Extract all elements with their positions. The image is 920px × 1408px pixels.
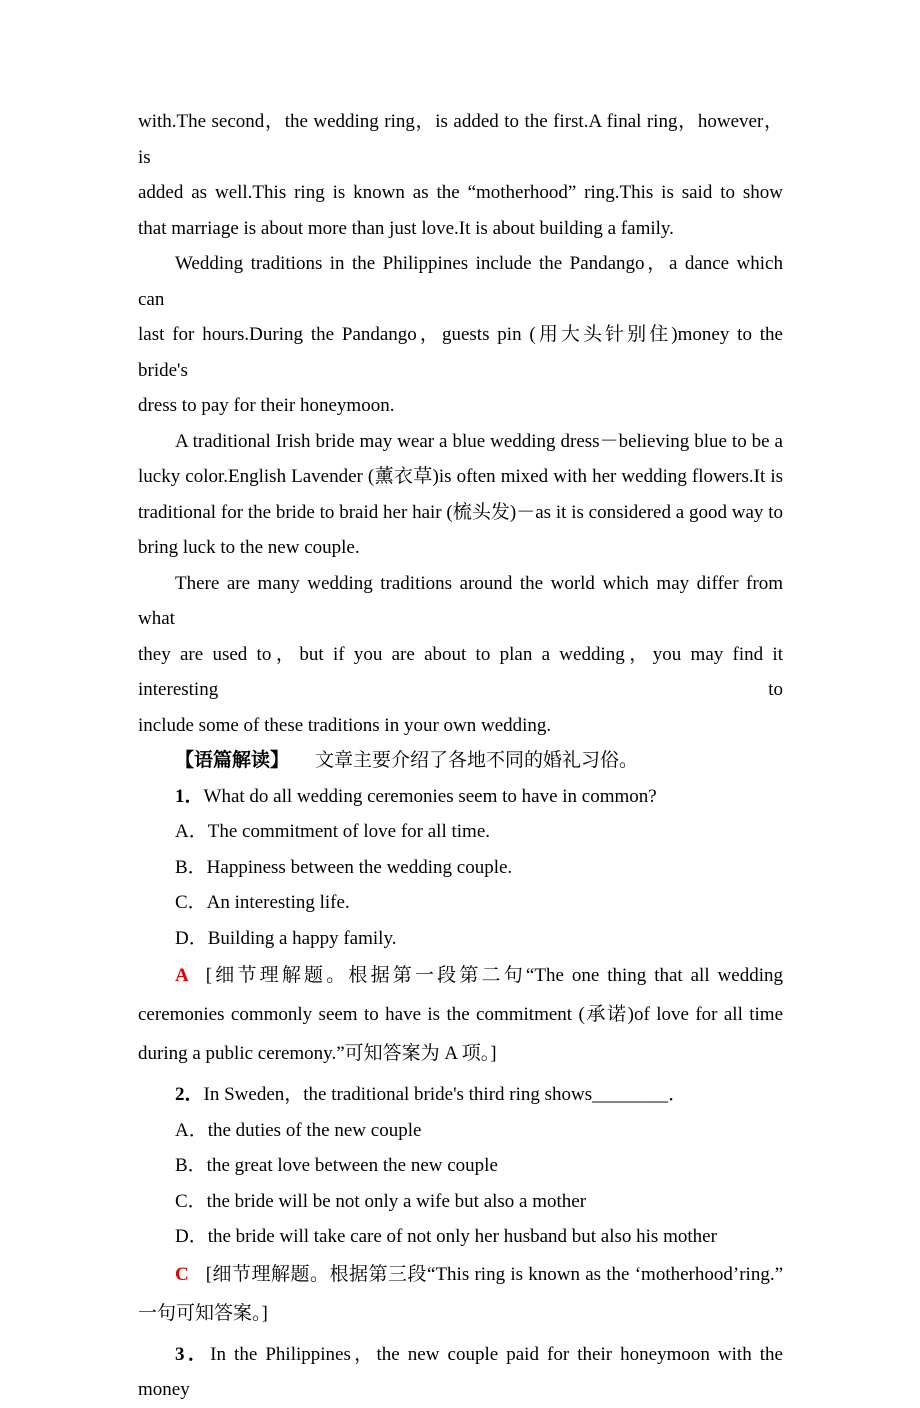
question-3-text: In the Philippines，the new couple paid for their honeymoon with the money	[138, 1343, 783, 1400]
answer-1-line-1-answer-letter: A	[175, 965, 189, 986]
passage-analysis-prefix: 【语篇解读】	[175, 750, 290, 771]
question-1-option-d-text: D．Building a happy family.	[175, 927, 397, 949]
answer-1-line-1-text: [细节理解题。根据第一段第二句“The one thing that all wedding	[205, 965, 783, 986]
article-p3-line-2-text: lucky color.English Lavender (薰衣草)is often mixed with her wedding flowers.It is	[138, 466, 783, 487]
answer-1-line-3-text: during a public ceremony.”可知答案为 A 项。]	[138, 1043, 497, 1064]
question-2-text: In Sweden，the traditional bride's third ring shows________．	[203, 1084, 688, 1105]
article-p4-line-3-text: include some of these traditions in your own wedding.	[138, 714, 552, 736]
question-2-option-c-text: C．the bride will be not only a wife but also a mother	[175, 1190, 587, 1212]
article-p1-line-2	[138, 175, 783, 211]
answer-1-line-2	[138, 995, 783, 1034]
question-1-option-b	[138, 850, 783, 886]
article-p1-line-2-text: added as well.This ring is known as the “motherhood” ring.This is said to show	[138, 182, 783, 203]
question-1-option-a	[138, 814, 783, 850]
answer-2-line-2	[138, 1294, 783, 1333]
question-2-option-b	[138, 1148, 783, 1184]
article-p3-line-4	[138, 530, 783, 566]
question-3-prefix: 3．	[175, 1343, 211, 1365]
article-p4-line-3	[138, 708, 783, 744]
question-1-option-b-text: B．Happiness between the wedding couple.	[175, 856, 513, 878]
question-2-option-a	[138, 1113, 783, 1149]
article-p3-line-1-text: A traditional Irish bride may wear a blue wedding dress－believing blue to be a	[175, 430, 783, 452]
article-p2-line-1	[138, 246, 783, 317]
question-2	[138, 1077, 783, 1113]
article-p4-line-2-text: they are used to，but if you are about to plan a wedding，you may find it interesting to	[138, 643, 783, 700]
passage-analysis	[138, 743, 783, 779]
article-p2-line-2	[138, 317, 783, 388]
article-p3-line-3	[138, 495, 783, 531]
question-1-option-a-text: A．The commitment of love for all time.	[175, 821, 491, 842]
article-p3-line-4-text: bring luck to the new couple.	[138, 537, 360, 558]
answer-2-line-2-text: 一句可知答案。]	[138, 1302, 268, 1324]
article-p3-line-1	[138, 424, 783, 460]
question-2-option-d	[138, 1219, 783, 1255]
question-1-text: What do all wedding ceremonies seem to have in common?	[203, 785, 657, 807]
article-p2-line-2-text: last for hours.During the Pandango，guests pin (用大头针别住)money to the bride's	[138, 324, 783, 381]
question-2-option-d-text: D．the bride will take care of not only her husband but also his mother	[175, 1226, 717, 1247]
answer-2-line-1-text: [细节理解题。根据第三段“This ring is known as the ‘motherhood’ring.”	[205, 1263, 783, 1285]
article-p3-line-2	[138, 459, 783, 495]
answer-1-line-1	[138, 956, 783, 995]
article-p4-line-1-text: There are many wedding traditions around the world which may differ from what	[138, 572, 783, 629]
article-p1-line-3-text: that marriage is about more than just love.It is about building a family.	[138, 217, 674, 239]
question-1-prefix: 1．	[175, 785, 204, 807]
passage-analysis-text: 文章主要介绍了各地不同的婚礼习俗。	[315, 750, 639, 771]
question-2-option-b-text: B．the great love between the new couple	[175, 1155, 498, 1176]
question-1-option-d	[138, 921, 783, 957]
answer-1-line-2-text: ceremonies commonly seem to have is the commitment (承诺)of love for all time	[138, 1004, 783, 1025]
question-2-prefix: 2．	[175, 1084, 204, 1105]
article-p2-line-1-text: Wedding traditions in the Philippines include the Pandango，a dance which can	[138, 253, 783, 310]
article-p1-line-1-text: with.The second，the wedding ring，is added to the first.A final ring，however，is	[138, 111, 783, 168]
question-2-option-c	[138, 1184, 783, 1220]
article-p2-line-3-text: dress to pay for their honeymoon.	[138, 395, 395, 416]
answer-2-line-1	[138, 1255, 783, 1294]
answer-1-line-3	[138, 1034, 783, 1073]
article-p2-line-3	[138, 388, 783, 424]
answer-2-line-1-answer-letter: C	[175, 1263, 189, 1285]
article-p4-line-1	[138, 566, 783, 637]
article-p4-line-2	[138, 637, 783, 708]
article-p1-line-3	[138, 211, 783, 247]
article-p1-line-1	[138, 104, 783, 175]
question-2-option-a-text: A．the duties of the new couple	[175, 1119, 422, 1141]
question-1	[138, 779, 783, 815]
question-3	[138, 1337, 783, 1408]
article-p3-line-3-text: traditional for the bride to braid her hair (梳头发)－as it is considered a good way to	[138, 501, 783, 523]
question-1-option-c-text: C．An interesting life.	[175, 892, 350, 913]
question-1-option-c	[138, 885, 783, 921]
